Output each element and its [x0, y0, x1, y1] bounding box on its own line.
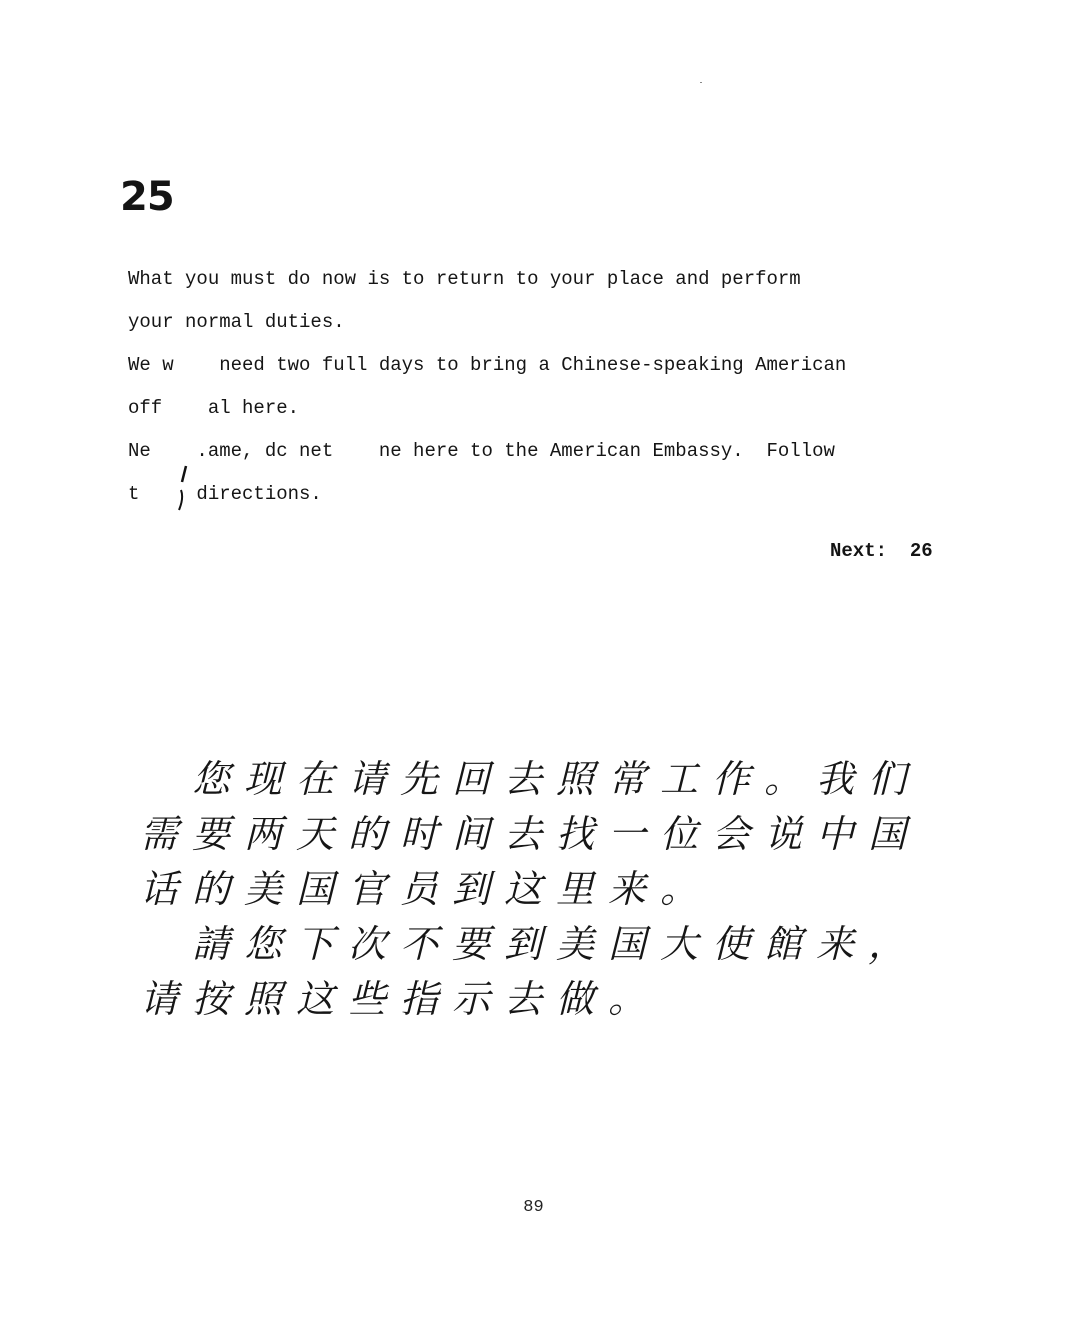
- english-text-block: [128, 258, 958, 516]
- chinese-line-4: 請您下次不要到美国大使館来，: [192, 922, 921, 966]
- english-line-2: your normal duties.: [128, 311, 345, 333]
- pen-stroke-mark: [172, 464, 192, 514]
- english-line-6: t directions.: [128, 483, 322, 505]
- chinese-handwritten-block: [140, 752, 940, 1027]
- scan-speck: [700, 82, 702, 83]
- chinese-line-5: 请按照这些指示去做。: [140, 977, 661, 1021]
- next-value: 26: [909, 540, 933, 562]
- section-number: 25: [120, 174, 174, 220]
- chinese-line-2: 需要两天的时间去找一位会说中国: [140, 812, 921, 856]
- next-label: Next:: [830, 540, 888, 562]
- next-reference: [830, 540, 933, 562]
- chinese-line-1: 您现在请先回去照常工作。我们: [192, 757, 921, 801]
- chinese-line-3: 话的美国官员到这里来。: [140, 867, 713, 911]
- english-line-4: off al here.: [128, 397, 300, 419]
- english-line-5: Ne .ame, dc net ne here to the American Embassy. Follow: [128, 440, 835, 462]
- english-line-3: We w need two full days to bring a Chinese-speaking American: [128, 354, 847, 376]
- english-line-1: What you must do now is to return to your place and perform: [128, 268, 801, 290]
- page-folio: 89: [523, 1198, 544, 1217]
